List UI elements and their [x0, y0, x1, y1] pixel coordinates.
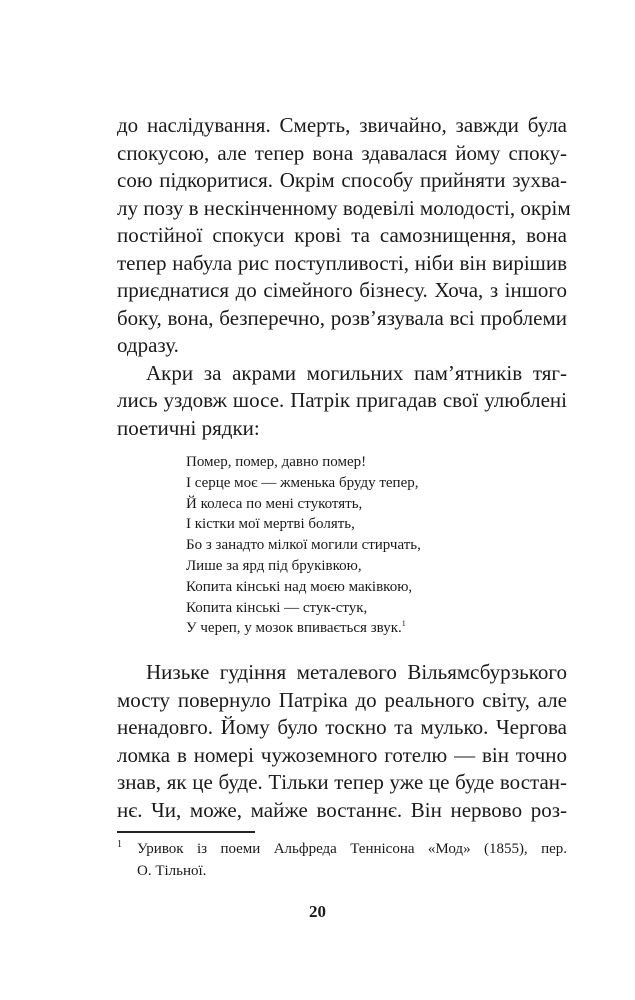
text-line: ненадовго. Йому було тоскно та мулько. Чергова: [117, 715, 567, 739]
text-line: Акри за акрами могильних пам’ятників тяг-: [146, 361, 567, 385]
text-line: ломка в номері чужоземного готелю — він точно: [117, 743, 567, 767]
footnote: [117, 838, 567, 882]
poem-line-text: У череп, у мозок впивається звук.: [186, 620, 402, 637]
text-line: мосту повернуло Патріка до реального світу, але: [117, 688, 567, 712]
text-line: знав, як це буде. Тільки тепер уже це буде востан-: [117, 770, 567, 794]
page-number: 20: [309, 902, 326, 921]
footnote-line: О. Тільної.: [137, 863, 207, 879]
footnote-divider: [117, 831, 255, 833]
text-line: сою підкоритися. Окрім способу прийняти зухва-: [117, 168, 567, 192]
poem-line: І серце моє — жменька бруду тепер,: [186, 474, 419, 491]
poem-line: Лише за ярд під бруківкою,: [186, 557, 362, 574]
text-line: лу позу в нескінченному водевілі молодості, окрім: [117, 196, 571, 220]
text-line: постійної спокуси крові та самознищення, вона: [117, 223, 567, 247]
footnote-line: Уривок із поеми Альфреда Теннісона «Мод» (1855), пер.: [137, 841, 567, 857]
text-line: поетичні рядки:: [117, 416, 260, 440]
text-line: одразу.: [117, 333, 179, 357]
text-line: нє. Чи, може, майже востаннє. Він нервово роз-: [117, 798, 567, 822]
poem-line: [186, 618, 421, 639]
text-line: до наслідування. Смерть, звичайно, завжди була: [117, 113, 567, 137]
footnote-number: 1: [117, 839, 122, 850]
text-line: приєднатися до сімейного бізнесу. Хоча, з іншого: [117, 278, 567, 302]
poem-line: Копита кінські — стук-стук,: [186, 599, 368, 616]
poem: [186, 452, 421, 639]
text-line: спокусою, але тепер вона здавалася йому споку-: [117, 141, 567, 165]
poem-line: Й колеса по мені стукотять,: [186, 495, 363, 512]
text-line: лись уздовж шосе. Патрік пригадав свої улюблені: [117, 388, 567, 412]
poem-line: Бо з занадто мілкої могили стирчать,: [186, 537, 421, 554]
text-line: боку, вона, безперечно, розв’язувала всі проблеми: [117, 306, 567, 330]
poem-line: І кістки мої мертві болять,: [186, 516, 355, 533]
footnote-ref[interactable]: 1: [401, 619, 406, 629]
text-line: тепер набула рис поступливості, ніби він вирішив: [117, 251, 567, 275]
poem-line: Помер, помер, давно помер!: [186, 454, 367, 470]
poem-line: Копита кінські над моєю маківкою,: [186, 578, 413, 595]
text-line: Низьке гудіння металевого Вільямсбурзького: [146, 660, 567, 684]
